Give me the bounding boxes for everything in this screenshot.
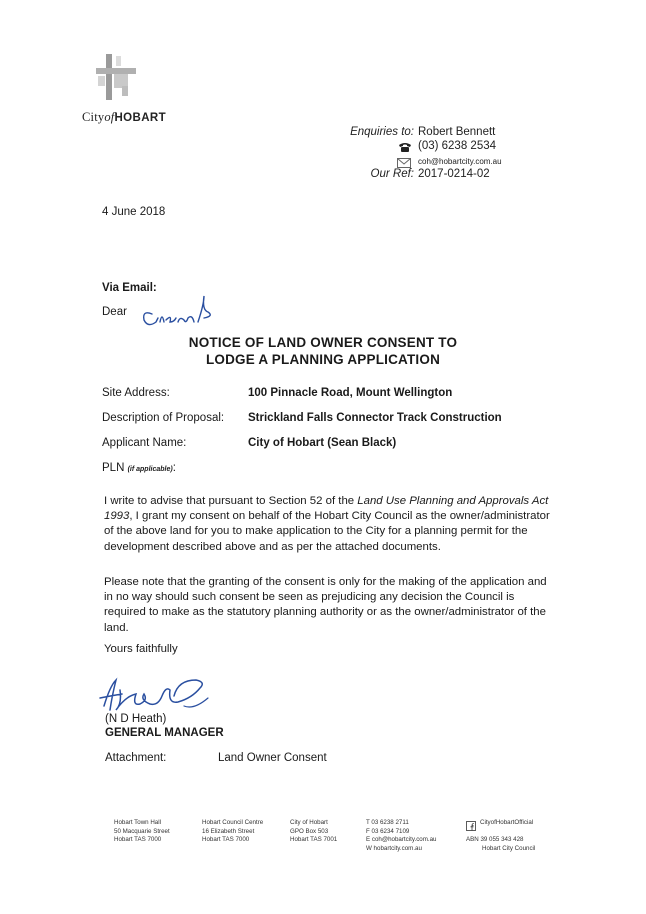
para1-text-a: I write to advise that pursuant to Section 52 of the (104, 495, 358, 507)
proposal-value: Strickland Falls Connector Track Construction (248, 412, 502, 424)
attachment-label: Attachment: (105, 752, 167, 764)
notice-title (100, 334, 546, 368)
footer-line: City of Hobart (290, 819, 328, 826)
footer-contact (366, 819, 436, 853)
paragraph-consent (104, 494, 554, 555)
proposal-label: Description of Proposal: (102, 412, 225, 424)
para1-text-b: , I grant my consent on behalf of the Hobart City Council as the owner/administrator of the above land for you to make application to the City for a planning permit for the development described above and as per the attached documents. (104, 510, 550, 553)
facebook-icon (466, 818, 476, 828)
closing: Yours faithfully (104, 643, 178, 655)
email-icon (397, 155, 411, 165)
footer-abn: ABN 39 055 343 428 (466, 836, 524, 843)
salutation: Dear (102, 306, 127, 318)
applicant-value: City of Hobart (Sean Black) (248, 437, 397, 449)
paragraph-disclaimer: Please note that the granting of the consent is only for the making of the application and in no way should such consent be seen as prejudicing any decision the Council is required to make as the statutory planning authority or as the owner/administrator of the land. (104, 576, 547, 634)
signer-name: (N D Heath) (105, 713, 167, 725)
applicant-label: Applicant Name: (102, 437, 187, 449)
footer-line: Hobart Town Hall (114, 819, 161, 826)
footer-line: W hobartcity.com.au (366, 844, 422, 852)
signer-block (105, 713, 224, 740)
city-of-hobart-logo (92, 52, 140, 104)
handwritten-name-signature (138, 292, 218, 332)
attachment-value: Land Owner Consent (218, 752, 327, 764)
footer-line: Hobart TAS 7001 (290, 836, 338, 844)
city-of: of (104, 110, 115, 124)
footer-line: T 03 6238 2711 (366, 819, 409, 826)
signer-title: GENERAL MANAGER (105, 726, 224, 739)
site-address-value: 100 Pinnacle Road, Mount Wellington (248, 387, 453, 399)
our-ref-label: Our Ref: (370, 168, 414, 180)
city-prefix: City (82, 110, 105, 124)
title-line-2: LODGE A PLANNING APPLICATION (205, 352, 441, 367)
site-address-label: Site Address: (102, 387, 170, 399)
enquiries-value: Robert Bennett (418, 126, 496, 138)
logo-mark-icon (92, 52, 140, 104)
letter-date: 4 June 2018 (102, 206, 166, 218)
footer-line: Hobart TAS 7000 (202, 836, 250, 844)
pln-label (102, 462, 176, 474)
footer-town-hall (114, 819, 170, 845)
city-of-hobart-wordmark (82, 110, 166, 125)
footer-council-centre (202, 819, 263, 845)
footer-line: Hobart Council Centre (202, 819, 264, 826)
footer-social: CityofHobartOfficial (480, 819, 534, 826)
footer-line: Hobart TAS 7000 (114, 836, 162, 844)
footer-postal (290, 819, 337, 845)
footer-line: E coh@hobartcity.com.au (366, 836, 437, 844)
footer-line: GPO Box 503 (290, 827, 329, 835)
pln-colon: : (172, 462, 176, 474)
city-name: HOBART (114, 112, 167, 124)
footer-line: F 03 6234 7109 (366, 827, 410, 835)
phone-value: (03) 6238 2534 (418, 140, 497, 152)
general-manager-signature (96, 676, 216, 718)
our-ref-value: 2017-0214-02 (418, 168, 490, 180)
title-line-1: NOTICE OF LAND OWNER CONSENT TO (188, 335, 458, 350)
pln-text: PLN (102, 462, 125, 474)
email-value: coh@hobartcity.com.au (418, 157, 502, 166)
footer-line: 50 Macquarie Street (114, 827, 170, 835)
footer-abn-block (466, 836, 535, 853)
enquiries-label: Enquiries to: (350, 126, 414, 138)
act-title: Land Use Planning and Approvals Act 1993 (104, 495, 549, 523)
pln-note: (if applicable) (127, 466, 173, 473)
via-email-label: Via Email: (102, 282, 157, 294)
footer-abn-name: Hobart City Council (482, 844, 536, 852)
footer-line: 16 Elizabeth Street (202, 827, 255, 835)
phone-icon (398, 140, 412, 152)
